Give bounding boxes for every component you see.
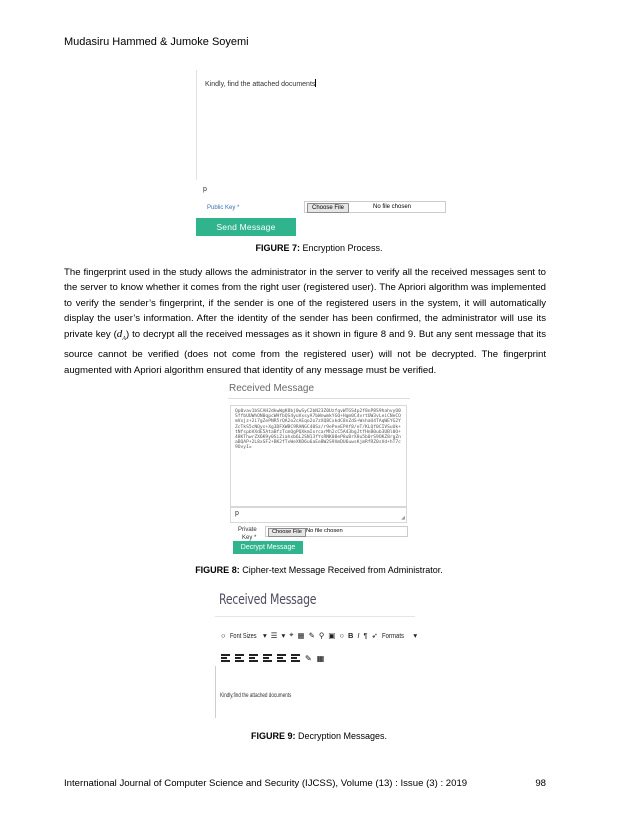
message-text: Kindly, find the attached documents [205,81,316,88]
figure-7-caption [0,243,638,253]
formats-dropdown[interactable]: Formats [381,630,404,640]
figure-7-caption-label: FIGURE 7: [255,243,300,253]
title-divider [215,616,415,617]
circle-icon[interactable]: ○ [339,630,344,640]
page-footer [64,778,546,789]
body-paragraph [64,265,546,378]
paint-icon[interactable]: ⌖ [289,630,294,639]
journal-citation: International Journal of Computer Science and Security (IJCSS), Volume (13) : Issue (3) : 2019 [64,778,468,789]
link-icon[interactable]: ⚲ [318,630,325,640]
p-field-label: p [203,186,207,193]
editor-toolbar-row-2 [221,654,324,664]
received-message-title: Received Message [219,592,317,608]
figure-9-caption [0,731,638,741]
send-message-button[interactable]: Send Message [196,218,296,236]
figure-9-caption-label: FIGURE 9: [250,731,296,741]
chevron-down-icon: ▾ [413,630,418,640]
figure-7-caption-text: Encryption Process. [299,243,383,253]
choose-file-button[interactable]: Choose File [268,528,306,537]
cipher-text: Qp0vav1bSCAH2dkwWgK8bj0wSyC2bN23Z0UzfqvWTGS4p2f8nP8S9hahvyO0SffbUUWhON0qpcWHfbQS4yuVxsyA7bWnwmkYGQ+Hgm0C4vrtUW3vLeiCNeCOmVxjz+2i7gZePNR5rQA2o2cAEqo2o7zXQ8CxkdC8nZdS+WshaU4TAqWEYG2YZcTkS5cNQys+Xg3DFXWBC9RANGC40Sz/r9ePneEPAf8/eT/KLQf0CIVSuUk+tNfspbVXdE5AtaBfzTcmQgPQXkmIxrcarMh2cC5A43bgJtfHnB0ub3UBl0O+48KThwrZX6K9y0SiZiahxb6L2SN13fYsRNK08eP8uBrX8u5b0rS9OKZ8rgZnaBQAP+2L8xSF2+BK2fTxWeXKD6u6aEeBW2S9XmDU6uwsKjmRfRZ0sVd+hT7c9OvyI= [235,409,401,451]
paragraph-text-part-2: ) to decrypt all the received messages as it shown in figure 8 and 9. But any sent message that its source cannot be verified (does not come from the registered user) will not be decrypted. The fingerprint augmented with Apriori algorithm ensured that identity of any message must be verified. [64,328,546,376]
table-icon[interactable]: ▦ [316,654,325,663]
image-icon[interactable]: ▣ [328,630,336,640]
figure-8-caption-label: FIGURE 8: [195,565,240,575]
font-sizes-dropdown[interactable]: Font Sizes [229,630,257,640]
chevron-down-icon: ▾ [281,630,286,640]
list-icon[interactable]: ☰ [270,630,278,640]
figure-7-encryption-screenshot [196,70,448,236]
private-key-symbol: $d_A$ [116,327,126,342]
no-file-chosen-text: No file chosen [373,204,412,210]
pencil-icon[interactable]: ✎ [308,630,315,640]
public-key-label: Public Key * [207,205,240,211]
resize-handle-icon[interactable]: ◢ [401,515,405,521]
circle-icon[interactable]: ○ [221,630,226,640]
pencil-icon[interactable]: ✎ [305,654,312,663]
figure-9-decryption-screenshot [215,592,421,718]
p-input[interactable] [230,507,407,523]
title-divider [228,398,410,399]
editor-toolbar [221,628,421,642]
figure-8-received-message-screenshot [228,383,414,549]
align-center-icon[interactable] [235,654,244,664]
message-textarea[interactable] [196,70,447,180]
p-field-label: p [235,510,239,517]
received-message-title: Received Message [229,383,315,394]
choose-file-button[interactable]: Choose File [307,203,349,213]
indent-icon[interactable] [277,654,286,664]
paragraph-text-part-1: The fingerprint used in the study allows the administrator in the server to verify all the received messages sent to the server to know whether it comes from the right user (registered user). The Apriori algorithm was implemented to verify the sender’s fingerprint, if the sender is one of the registered users in the system, it will automatically display the user’s information. After the identity of the sender has been confirmed, the administrator will use its private key ( [64,267,546,340]
paragraph-icon[interactable]: ¶ [363,630,368,640]
private-key-label-line-2: Key * [242,535,257,541]
public-key-file-input[interactable] [304,201,446,213]
decrypted-message-text: Kindly,find the attached documents [220,692,292,699]
running-header: Mudasiru Hammed & Jumoke Soyemi [64,36,249,48]
align-left-icon[interactable] [221,654,230,664]
pointer-icon[interactable]: ➶ [371,630,378,640]
editor-left-border [215,666,216,718]
chevron-down-icon: ▾ [262,630,267,640]
outdent-icon[interactable] [291,654,300,664]
bold-icon[interactable]: B [347,630,354,640]
figure-8-caption [0,565,638,575]
figure-8-caption-text: Cipher-text Message Received from Administrator. [239,565,443,575]
cipher-textarea[interactable] [230,405,407,507]
align-right-icon[interactable] [249,654,258,664]
table-icon[interactable]: ▦ [297,630,305,640]
decrypt-message-button[interactable]: Decrypt Message [233,541,303,554]
private-key-label: Private [238,527,257,533]
italic-icon[interactable]: I [357,630,360,640]
text-caret [315,79,316,87]
private-key-file-input[interactable] [265,526,408,537]
page-number: 98 [535,778,546,789]
no-file-chosen-text: No file chosen [306,528,343,534]
private-key-subscript: A [122,335,126,342]
figure-9-caption-text: Decryption Messages. [295,731,388,741]
justify-icon[interactable] [263,654,272,664]
